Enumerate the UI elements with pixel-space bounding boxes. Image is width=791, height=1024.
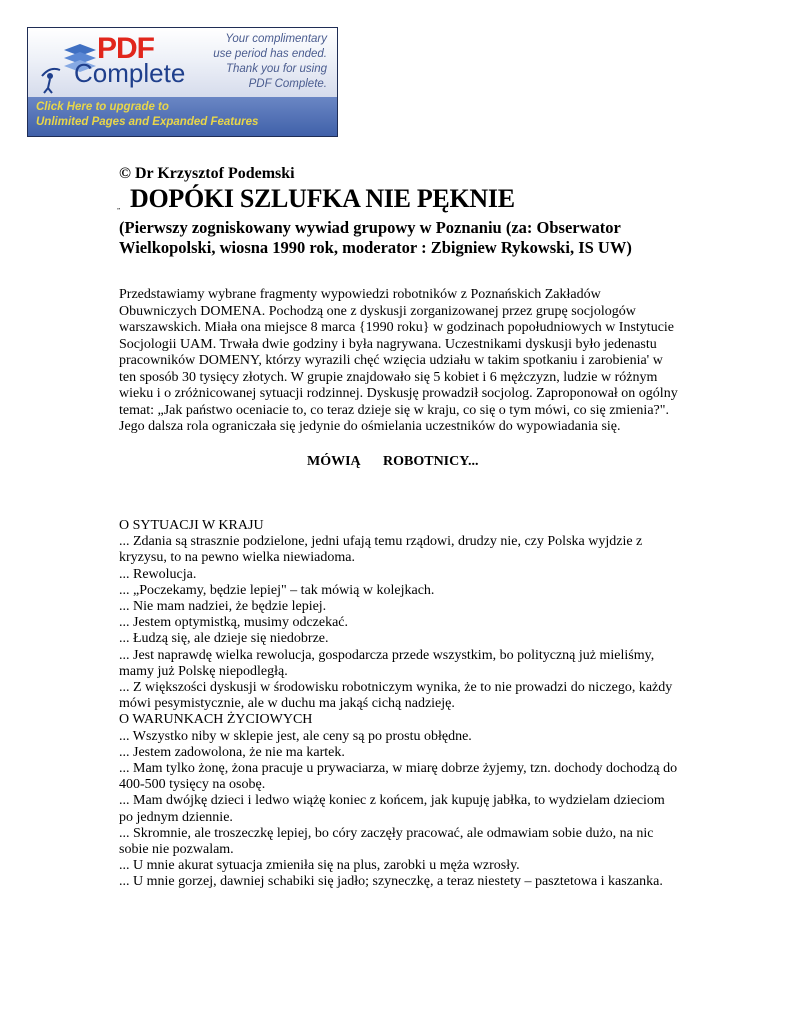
banner-message-line: Thank you for using <box>225 63 327 75</box>
quote-line: ... „Poczekamy, będzie lepiej" – tak mówią w kolejkach. <box>119 582 435 598</box>
title-quote-mark: „ <box>117 203 121 211</box>
quote-line: ... Rewolucja. <box>119 566 197 582</box>
subsection-heading: O SYTUACJI W KRAJU <box>119 518 264 533</box>
author-line: © Dr Krzysztof Podemski <box>119 165 295 182</box>
quote-line: ... U mnie akurat sytuacja zmieniła się na plus, zarobki u męża wzrosły. <box>119 858 520 874</box>
upgrade-link-line[interactable]: Click Here to upgrade to <box>36 101 169 113</box>
quote-line: ... Skromnie, ale troszeczkę lepiej, bo córy zaczęły pracować, ale odmawiam sobie dużo, na nic sobie nie pozwalam. <box>119 825 654 858</box>
logo-pdf-text: PDF <box>97 32 154 65</box>
upgrade-banner[interactable] <box>27 27 338 137</box>
banner-message-line: PDF Complete. <box>248 78 327 90</box>
subsection-heading: O WARUNKACH ŻYCIOWYCH <box>119 712 313 728</box>
quote-line: ... Jest naprawdę wielka rewolucja, gospodarcza przede wszystkim, bo polityczną już mieliśmy, mamy już Polskę niepodległą. <box>119 647 655 679</box>
quote-line: ... Łudzą się, ale dzieje się niedobrze. <box>119 631 329 647</box>
quote-line: ... Mam dwójkę dzieci i ledwo wiążę koniec z końcem, jak kupuję jabłka, to wydzielam dzieciom po jednym dziennie. <box>119 793 665 825</box>
logo-complete-text: Complete <box>74 58 186 88</box>
section-heading-right: ROBOTNICY... <box>383 454 479 469</box>
quote-line: ... Mam tylko żonę, żona pracuje u prywaciarza, w miarę dobrze żyjemy, tzn. dochody dochodzą do 400-500 tysięcy na osobę. <box>119 761 678 793</box>
section-heading-left: MÓWIĄ <box>307 454 361 469</box>
document-title: DOPÓKI SZLUFKA NIE PĘKNIE <box>130 184 515 213</box>
banner-message-line: use period has ended. <box>213 48 327 60</box>
quote-line: ... U mnie gorzej, dawniej schabiki się jadło; szyneczkę, a teraz niestety – pasztetowa i kaszanka. <box>119 874 663 890</box>
quote-line: ... Z większości dyskusji w środowisku robotniczym wynika, że to nie prowadzi do niczego, każdy mówi pesymistycznie, ale w duchu ma jakąś cichą nadzieję. <box>119 680 673 712</box>
banner-header <box>28 28 337 97</box>
quote-line: ... Jestem zadowolona, że nie ma kartek. <box>119 744 345 760</box>
upgrade-link-line[interactable]: Unlimited Pages and Expanded Features <box>36 116 259 128</box>
document-subtitle: (Pierwszy zogniskowany wywiad grupowy w Poznaniu (za: Obserwator Wielkopolski, wiosna 1990 rok, moderator : Zbigniew Rykowski, IS UW) <box>119 218 632 257</box>
intro-paragraph: Przedstawiamy wybrane fragmenty wypowiedzi robotników z Poznańskich Zakładów Obuwniczych DOMENA. Pochodzą one z dyskusji zorganizowanej przez grupę socjologów warszawskich. Miała ona miejsce 8 marca {1990 roku} w godzinach popołudniowych w Instytucie Socjologii UAM. Trwała dwie godziny i była nagrywana. Uczestnikami dyskusji było jedenastu pracowników DOMENY, którzy wyrazili chęć wzięcia udziału w takim spotkaniu i zarobienia' w ten sposób 30 tysięcy złotych. W grupie znajdowało się 5 kobiet i 6 mężczyzn, ludzie w różnym wieku i o zróżnicowanej sytuacji rodzinnej. Dyskusję prowadził socjolog. Zaproponował on ogólny temat: „Jak państwo oceniacie to, co teraz dzieje się w kraju, co się o tym mówi, co się zmienia?". Jego dalsza rola ograniczała się jedynie do ośmielania uczestników do wypowiadania się. <box>119 287 678 434</box>
banner-message <box>187 32 327 92</box>
upgrade-link[interactable] <box>36 100 258 130</box>
quote-line: ... Jestem optymistką, musimy odczekać. <box>119 615 349 631</box>
interview-body <box>119 518 679 891</box>
quote-line: ... Wszystko niby w sklepie jest, ale ceny są po prostu obłędne. <box>119 728 472 744</box>
quote-line: ... Zdania są strasznie podzielone, jedni ufają temu rządowi, drudzy nie, czy Polska wyjdzie z kryzysu, to na pewno wielka niewiadoma. <box>119 534 643 566</box>
banner-message-line: Your complimentary <box>225 33 327 45</box>
quote-line: ... Nie mam nadziei, że będzie lepiej. <box>119 599 327 615</box>
